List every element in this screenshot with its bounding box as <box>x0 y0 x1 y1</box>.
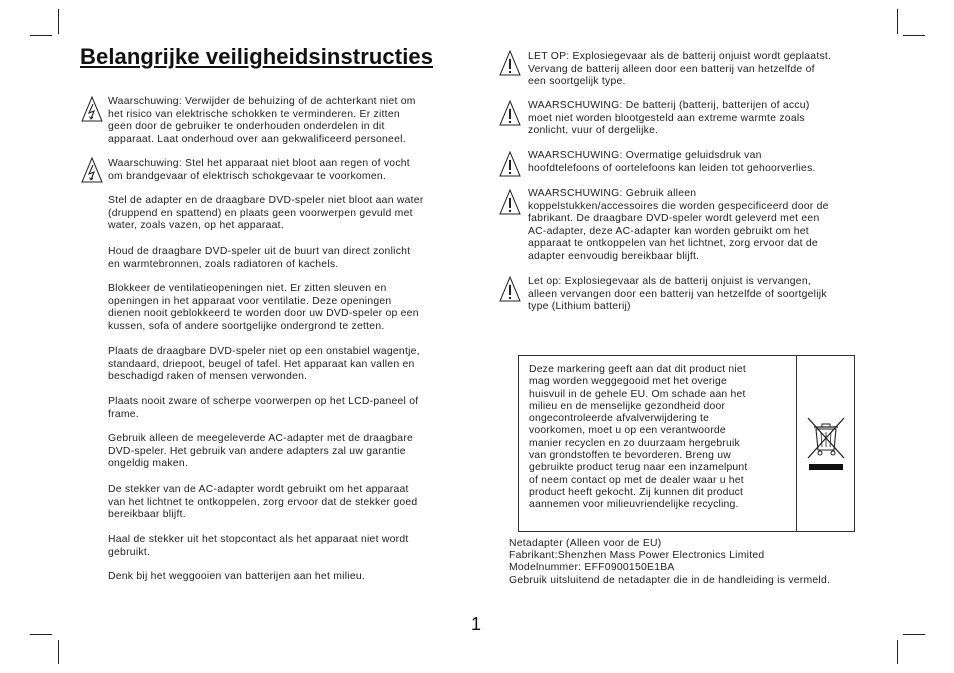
exclamation-warning-icon <box>499 276 521 302</box>
instruction-text: Plaats nooit zware of scherpe voorwerpen op het LCD-paneel of frame. <box>108 396 419 420</box>
crop-mark <box>30 35 52 36</box>
warning-text: Waarschuwing: Verwijder de behuizing of de achterkant niet om het risico van elektrische schokken te verminderen. Er zitten geen door de gebruiker te onderhouden onderdelen in dit apparaat. Laat onderhoud over aan gekwalificeerd personeel. <box>108 96 416 145</box>
instruction-text: Stel de adapter en de draagbare DVD-speler niet bloot aan water (druppend en spattend) en plaats geen voorwerpen gevuld met water, zoals vazen, op het apparaat. <box>108 195 424 232</box>
instruction-text: Blokkeer de ventilatieopeningen niet. Er zitten sleuven en openingen in het apparaat voor ventilatie. Deze openingen dienen nooit geblokkeerd te worden door uw DVD-speler op een kussen, sofa of andere soortgelijke ondergrond te zetten. <box>108 283 419 332</box>
weee-notice-box <box>518 355 855 532</box>
crop-mark <box>58 9 59 34</box>
warning-text: Waarschuwing: Stel het apparaat niet bloot aan regen of vocht om brandgevaar of elektrisch schokgevaar te voorkomen. <box>108 158 410 182</box>
instruction-text: Plaats de draagbare DVD-speler niet op een onstabiel wagentje, standaard, driepoot, beugel of tafel. Het apparaat kan vallen en beschadigd raken of mensen verwonden. <box>108 346 420 383</box>
warning-text: LET OP: Explosiegevaar als de batterij onjuist wordt geplaatst. Vervang de batterij alleen door een batterij van hetzelfde of een soortgelijk type. <box>528 51 832 88</box>
exclamation-warning-icon <box>499 50 521 76</box>
adapter-info-line: Fabrikant:Shenzhen Mass Power Electronics Limited <box>509 550 765 561</box>
crop-mark <box>58 640 59 664</box>
crop-mark <box>897 640 898 664</box>
adapter-info-line: Netadapter (Alleen voor de EU) <box>509 538 662 549</box>
weee-notice-text: Deze markering geeft aan dat dit product niet mag worden weggegooid met het overige huisvuil in de gehele EU. Om schade aan het milieu en de menselijke gezondheid door ongecontroleerde afvalverwijdering te voorkomen, moet u op een verantwoorde manier recyclen en zo duurzaam hergebruik van grondstoffen te bevorderen. Breng uw gebruikte product terug naar een inzamelpunt of neem contact op met de dealer waar u het product heeft gekocht. Zij kunnen dit product aannemen voor milieuvriendelijke recycling. <box>529 364 748 511</box>
instruction-text: Denk bij het weggooien van batterijen aan het milieu. <box>108 571 366 582</box>
page-number: 1 <box>471 614 482 634</box>
crop-mark <box>30 634 52 635</box>
exclamation-warning-icon <box>499 100 521 126</box>
instruction-text: Gebruik alleen de meegeleverde AC-adapter met de draagbare DVD-speler. Het gebruik van andere adapters zal uw garantie ongeldig maken. <box>108 433 414 470</box>
instruction-text: De stekker van de AC-adapter wordt gebruikt om het apparaat van het lichtnet te ontkoppelen, zorg ervoor dat de stekker goed bereikbaar blijft. <box>108 484 418 521</box>
crossed-out-bin-icon <box>806 416 846 474</box>
warning-text: WAARSCHUWING: Gebruik alleen koppelstukken/accessoires die worden gespecificeerd door de fabrikant. De draagbare DVD-speler wordt geleverd met een AC-adapter, deze AC-adapter kan worden gebruikt om het apparaat te ontkoppelen van het lichtnet, zorg ervoor dat de adapter eenvoudig bereikbaar blijft. <box>528 188 829 262</box>
adapter-info-line: Gebruik uitsluitend de netadapter die in de handleiding is vermeld. <box>509 575 831 586</box>
instruction-text: Houd de draagbare DVD-speler uit de buurt van direct zonlicht en warmtebronnen, zoals radiatoren of kachels. <box>108 246 411 270</box>
crop-mark <box>903 35 925 36</box>
warning-text: Let op: Explosiegevaar als de batterij onjuist is vervangen, alleen vervangen door een batterij van hetzelfde of soortgelijk type (Lithium batterij) <box>528 276 827 313</box>
exclamation-warning-icon <box>499 189 521 215</box>
crop-mark <box>897 9 898 34</box>
warning-text: WAARSCHUWING: Overmatige geluidsdruk van hoofdtelefoons of oortelefoons kan leiden tot gehoorverlies. <box>528 150 816 174</box>
exclamation-warning-icon <box>499 151 521 177</box>
adapter-info-line: Modelnummer: EFF0900150E1BA <box>509 562 675 573</box>
page-title: Belangrijke veiligheidsinstructies <box>80 44 434 69</box>
crop-mark <box>903 634 925 635</box>
box-divider <box>796 356 797 531</box>
lightning-warning-icon <box>81 96 103 122</box>
instruction-text: Haal de stekker uit het stopcontact als het apparaat niet wordt gebruikt. <box>108 534 409 558</box>
lightning-warning-icon <box>81 157 103 183</box>
warning-text: WAARSCHUWING: De batterij (batterij, batterijen of accu) moet niet worden blootgesteld aan extreme warmte zoals zonlicht, vuur of dergelijke. <box>528 100 810 137</box>
